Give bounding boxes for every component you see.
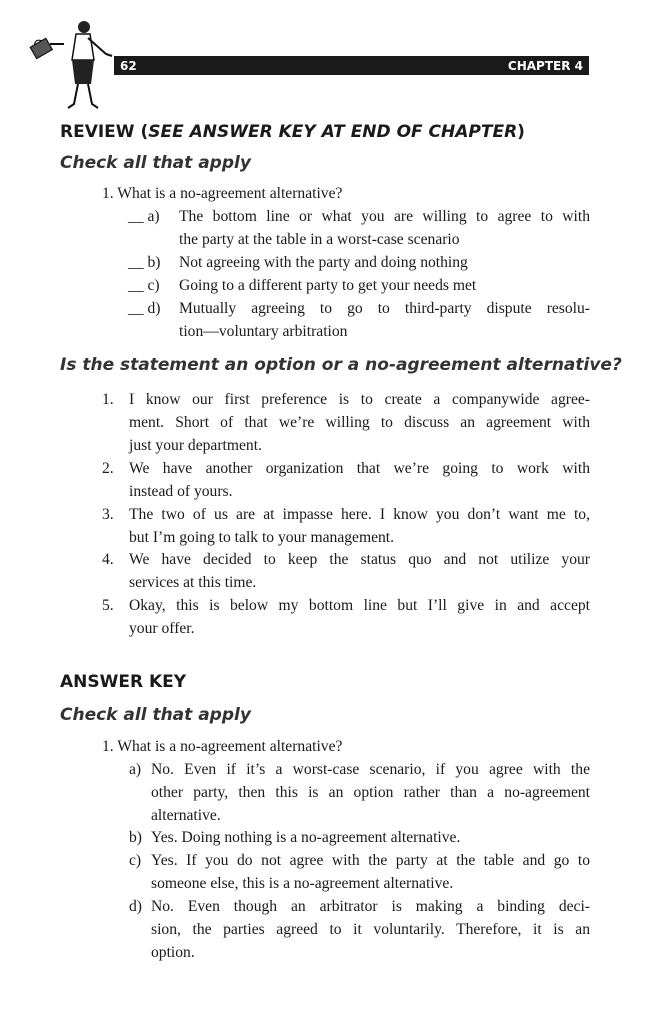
option-a-label: __ a): [128, 208, 160, 225]
statement-4-number: 4.: [102, 551, 114, 568]
answer-d-label: d): [129, 898, 142, 915]
answer-d-line-3: option.: [151, 944, 195, 961]
statement-4-line-2: services at this time.: [129, 574, 257, 591]
statement-3-line-1: The two of us are at impasse here. I know you don’t want me to,: [129, 506, 590, 523]
page-header-bar: [114, 56, 589, 75]
statement-1-line-3: just your department.: [129, 437, 262, 454]
review-heading: REVIEW (SEE ANSWER KEY AT END OF CHAPTER): [60, 122, 525, 142]
statement-1-number: 1.: [102, 391, 114, 408]
statement-1-line-1: I know our first preference is to create a companywide agree-: [129, 391, 590, 408]
answer-key-section1-title: Check all that apply: [60, 705, 251, 725]
review-section2-title: Is the statement an option or a no-agreement alternative?: [60, 355, 622, 375]
statement-2-number: 2.: [102, 460, 114, 477]
answer-key-heading: ANSWER KEY: [60, 672, 187, 692]
option-a-line-1: The bottom line or what you are willing to agree to with: [179, 208, 590, 225]
option-d-label: __ d): [128, 300, 161, 317]
statement-3-number: 3.: [102, 506, 114, 523]
chapter-label: CHAPTER 4: [507, 58, 583, 73]
answer-b-label: b): [129, 829, 142, 846]
review-heading-italic: SEE ANSWER KEY AT END OF CHAPTER: [148, 122, 518, 142]
option-d-line-1: Mutually agreeing to go to third-party dispute resolu-: [179, 300, 590, 317]
answer-c-label: c): [129, 852, 142, 869]
option-a-line-2: the party at the table in a worst-case scenario: [179, 231, 460, 248]
answer-c-line-2: someone else, this is a no-agreement alternative.: [151, 875, 454, 892]
answer-key-question-1: 1. What is a no-agreement alternative?: [102, 738, 343, 755]
statement-5-number: 5.: [102, 597, 114, 614]
option-c-line-1: Going to a different party to get your needs met: [179, 277, 477, 294]
statement-5-line-1: Okay, this is below my bottom line but I’ll give in and accept: [129, 597, 590, 614]
option-d-line-2: tion—voluntary arbitration: [179, 323, 348, 340]
statement-3-line-2: but I’m going to talk to your management.: [129, 529, 395, 546]
answer-a-label: a): [129, 761, 142, 778]
businesswoman-illustration: [28, 14, 114, 110]
answer-a-line-2: other party, then this is an option rather than a no-agreement: [151, 784, 590, 801]
option-b-line-1: Not agreeing with the party and doing nothing: [179, 254, 468, 271]
answer-a-line-3: alternative.: [151, 807, 221, 824]
statement-1-line-2: ment. Short of that we’re willing to discuss an agreement with: [129, 414, 590, 431]
review-question-1: 1. What is a no-agreement alternative?: [102, 185, 343, 202]
option-c-label: __ c): [128, 277, 160, 294]
statement-5-line-2: your offer.: [129, 620, 195, 637]
statement-2-line-2: instead of yours.: [129, 483, 233, 500]
statement-4-line-1: We have decided to keep the status quo and not utilize your: [129, 551, 590, 568]
answer-b-line-1: Yes. Doing nothing is a no-agreement alternative.: [151, 829, 461, 846]
page-number: 62: [120, 58, 137, 73]
answer-d-line-1: No. Even though an arbitrator is making a binding deci-: [151, 898, 590, 915]
option-b-label: __ b): [128, 254, 161, 271]
answer-d-line-2: sion, the parties agreed to it voluntarily. Therefore, it is an: [151, 921, 590, 938]
review-section1-title: Check all that apply: [60, 153, 251, 173]
answer-c-line-1: Yes. If you do not agree with the party at the table and go to: [151, 852, 590, 869]
answer-a-line-1: No. Even if it’s a worst-case scenario, if you agree with the: [151, 761, 590, 778]
statement-2-line-1: We have another organization that we’re going to work with: [129, 460, 590, 477]
